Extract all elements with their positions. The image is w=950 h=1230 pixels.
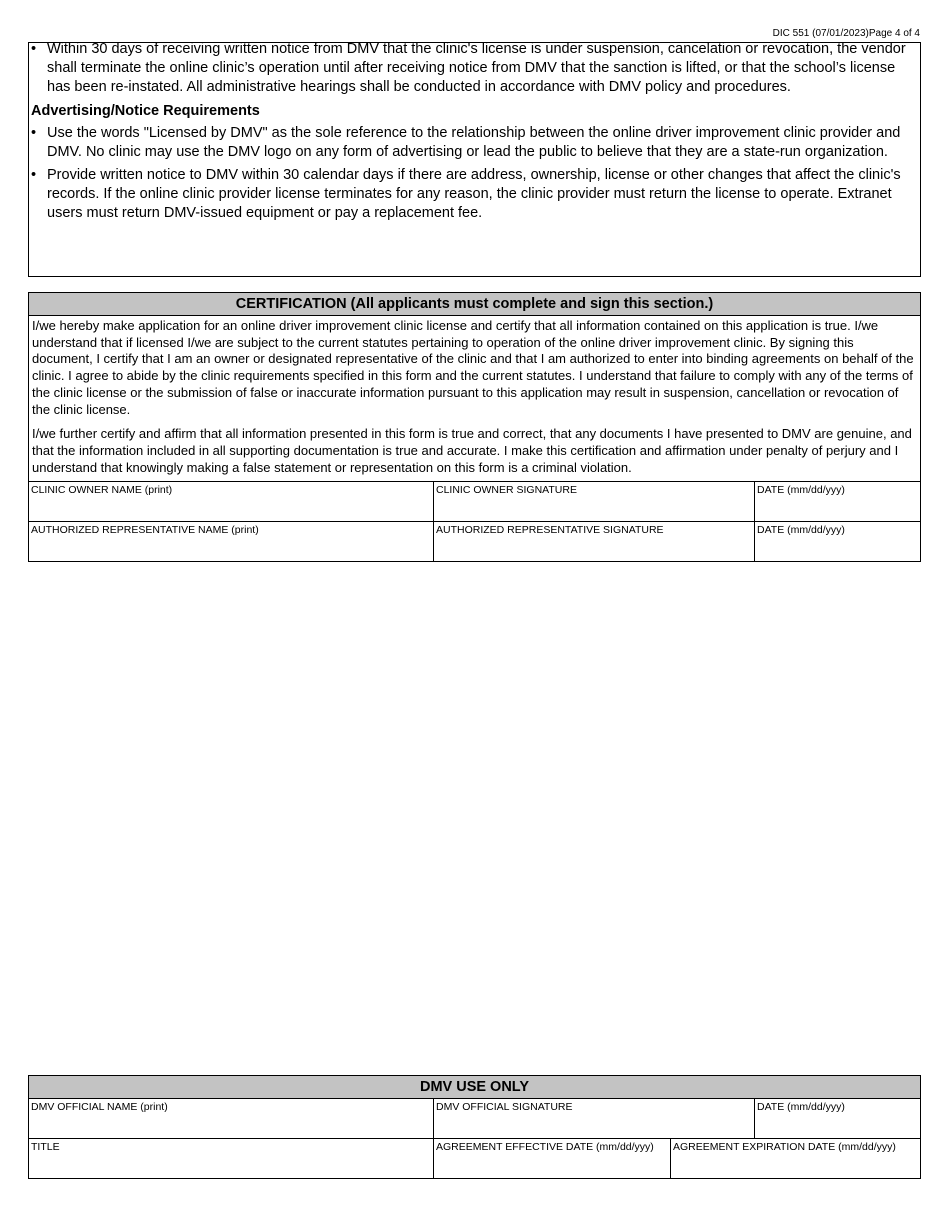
advertising-heading: Advertising/Notice Requirements [31,103,260,120]
dmv-official-signature-field[interactable] [434,1099,755,1138]
dmv-date-label: DATE (mm/dd/yyy) [757,1101,845,1113]
owner-name-label: CLINIC OWNER NAME (print) [31,484,173,497]
list-item: • Within 30 days of receiving written notice from DMV that the clinic's license is under suspension, cancelation or revocation, the vendor shall terminate the online clinic’s operation until after receiving notice from DMV that the sanction is lifted, or that the school’s license has been re-instated. All administrative hearings shall be conducted in accordance with DMV policy and procedures. [29,40,920,96]
owner-name-field[interactable] [29,482,434,521]
certification-title: CERTIFICATION (All applicants must complete and sign this section.) [29,293,920,316]
owner-signature-field[interactable] [434,482,755,521]
requirements-list [29,40,920,96]
rep-name-field[interactable] [29,522,434,561]
owner-signature-label: CLINIC OWNER SIGNATURE [436,484,577,497]
dmv-title-label: TITLE [31,1141,60,1153]
rep-signature-label: AUTHORIZED REPRESENTATIVE SIGNATURE [436,524,664,537]
advertising-list [29,124,920,222]
certification-paragraph: I/we further certify and affirm that all information presented in this form is true and correct, that any documents I have presented to DMV are genuine, and that the information included in all supporting documentation is true and accurate. I make this certification and affirmation under penalty of perjury and I understand that knowingly making a false statement or representation on this form is a criminal violation. [32,426,912,475]
representative-row [29,521,920,561]
dmv-title-field[interactable] [29,1139,434,1178]
agreement-effective-date-field[interactable] [434,1139,671,1178]
dmv-official-signature-label: DMV OFFICIAL SIGNATURE [436,1101,573,1113]
dmv-use-only-title: DMV USE ONLY [29,1076,920,1099]
dmv-official-name-label: DMV OFFICIAL NAME (print) [31,1101,168,1113]
dmv-official-row [29,1099,920,1138]
page-number: Page 4 of 4 [868,28,920,39]
rep-signature-field[interactable] [434,522,755,561]
rep-date-label: DATE (mm/dd/yyy) [757,524,845,537]
list-item: • Provide written notice to DMV within 30 calendar days if there are address, ownership, license or other changes that affect the clinic's records. If the online clinic provider license terminates for any reason, the clinic provider must return the license to operate. Extranet users must return DMV-issued equipment or pay a replacement fee. [29,166,920,222]
certification-paragraph: I/we hereby make application for an online driver improvement clinic license and certify that all information contained on this application is true. I/we understand that if licensed I/we are subject to the current statutes pertaining to operation of the online driver improvement clinic. By signing this document, I certify that I am an owner or designated representative of the clinic and that I am authorized to enter into binding agreements on behalf of the clinic. I agree to abide by the clinic requirements specified in this form and the current statutes. I understand that failure to comply with any of the terms of the clinic license or the submission of false or inaccurate information pursuant to this application may result in suspension, cancellation or revocation of the clinic license. [32,318,914,417]
dmv-date-field[interactable] [755,1099,920,1138]
rep-name-label: AUTHORIZED REPRESENTATIVE NAME (print) [31,524,259,537]
list-item: • Use the words "Licensed by DMV" as the sole reference to the relationship between the online driver improvement clinic provider and DMV. No clinic may use the DMV logo on any form of advertising or lead the public to believe that they are a state-run organization. [29,124,920,162]
agreement-expiration-date-field[interactable] [671,1139,920,1178]
dmv-official-name-field[interactable] [29,1099,434,1138]
rep-date-field[interactable] [755,522,920,561]
agreement-expiration-date-label: AGREEMENT EXPIRATION DATE (mm/dd/yyy) [673,1141,896,1153]
form-id: DIC 551 (07/01/2023) [772,28,869,39]
owner-date-label: DATE (mm/dd/yyy) [757,484,845,497]
requirements-box [28,42,921,277]
certification-section [28,292,921,562]
dmv-use-only-section [28,1075,921,1179]
owner-row [29,481,920,521]
owner-date-field[interactable] [755,482,920,521]
agreement-effective-date-label: AGREEMENT EFFECTIVE DATE (mm/dd/yyy) [436,1141,654,1153]
dmv-agreement-row [29,1138,920,1178]
certification-text [29,316,920,476]
form-header [773,28,920,40]
